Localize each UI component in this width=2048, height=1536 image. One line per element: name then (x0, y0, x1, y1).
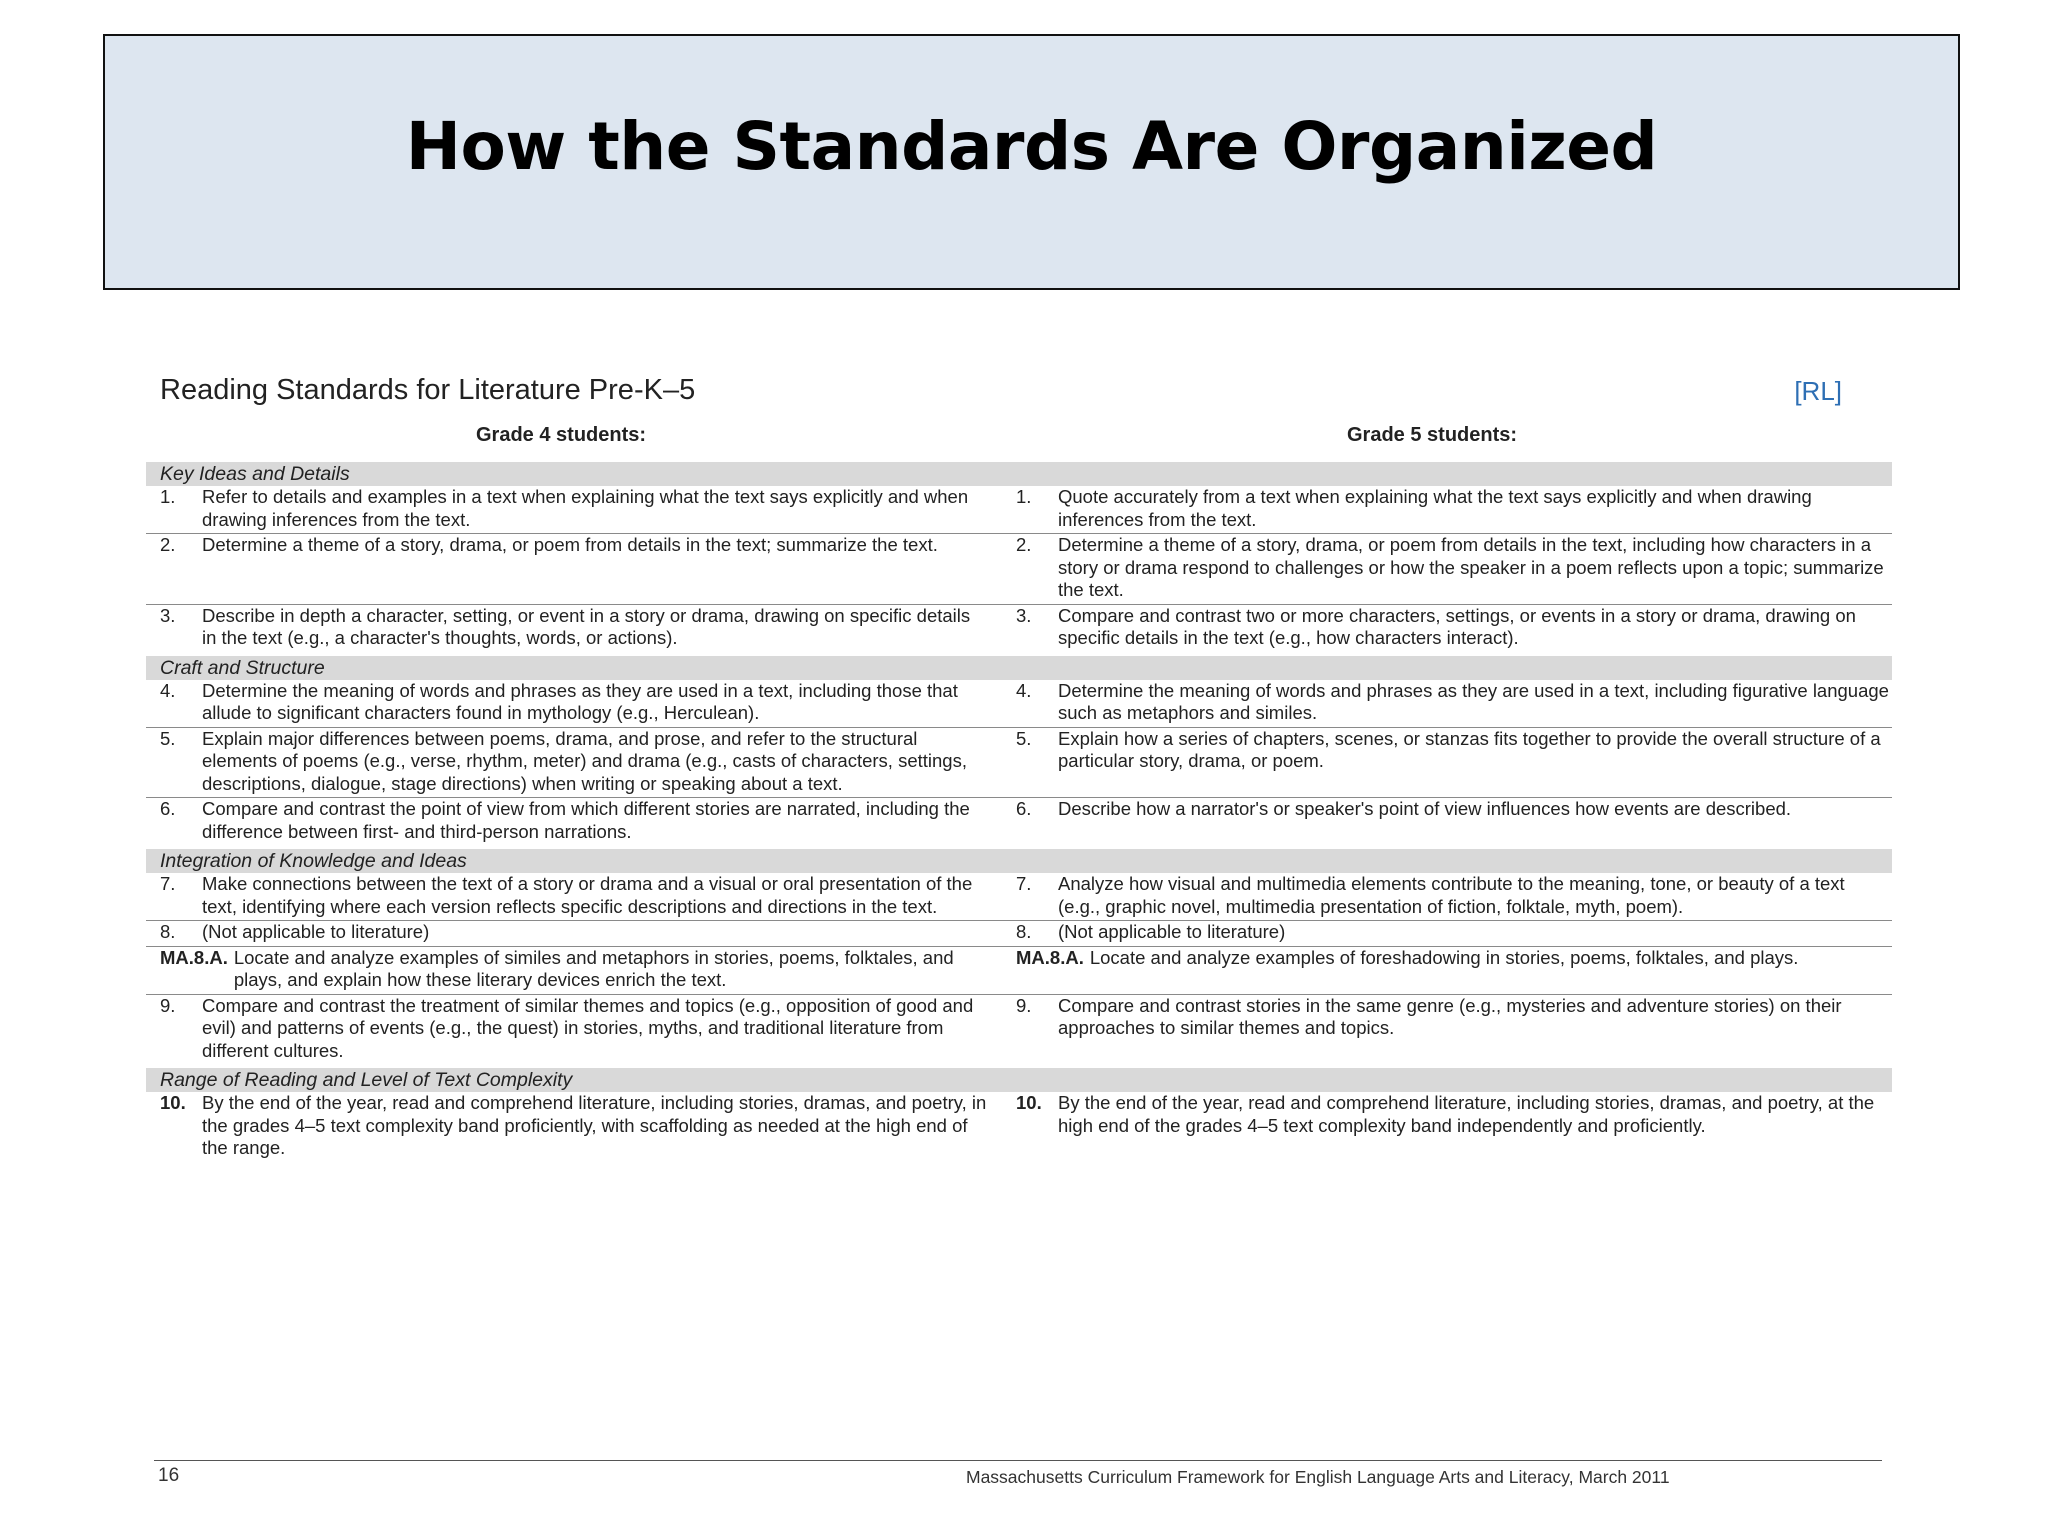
standard-text: By the end of the year, read and comprehend literature, including stories, dramas, and poetry, in the grades 4–5 text complexity band proficiently, with scaffolding as needed at the high end of the range. (202, 1092, 987, 1158)
grade-5-standard (1006, 947, 1892, 994)
standard-number: 5. (1016, 727, 1032, 749)
grade-4-standard (146, 995, 1006, 1065)
standard-text: Make connections between the text of a story or drama and a visual or oral presentation of the text, identifying where each version reflects specific descriptions and directions in the text. (202, 873, 973, 917)
standard-text: Analyze how visual and multimedia elements contribute to the meaning, tone, or beauty of a text (e.g., graphic novel, multimedia presentation of fiction, folktale, myth, poem). (1058, 873, 1845, 917)
grade-5-standard (1006, 1092, 1892, 1162)
standard-text: Determine a theme of a story, drama, or poem from details in the text; summarize the text. (202, 534, 938, 555)
standard-text: Describe in depth a character, setting, or event in a story or drama, drawing on specific details in the text (e.g., a character's thoughts, words, or actions). (202, 604, 971, 648)
standard-number: 9. (1016, 994, 1032, 1016)
grade-5-standard (1006, 995, 1892, 1065)
grade-4-standard (146, 921, 1006, 946)
section-heading: Craft and Structure (146, 656, 1892, 680)
standard-text: Quote accurately from a text when explaining what the text says explicitly and when drawing inferences from the text. (1058, 486, 1812, 530)
grade-5-standard (1006, 534, 1892, 604)
grade-header-row (146, 418, 1892, 458)
standard-text: Refer to details and examples in a text when explaining what the text says explicitly and when drawing inferences from the text. (202, 486, 969, 530)
page-number: 16 (158, 1465, 180, 1486)
grade-4-standard (146, 680, 1006, 727)
grade-5-standard (1006, 921, 1892, 946)
section-heading: Key Ideas and Details (146, 462, 1892, 486)
grade-4-standard (146, 728, 1006, 798)
grade-5-header: Grade 5 students: (1347, 424, 1518, 446)
grade-4-standard (146, 873, 1006, 920)
grade-4-standard (146, 534, 1006, 604)
standard-row (146, 873, 1892, 921)
standard-number: 2. (160, 534, 176, 555)
document-header (146, 372, 1892, 418)
standards-document (146, 372, 1892, 1162)
standard-number: 4. (1016, 679, 1032, 701)
standard-row (146, 605, 1892, 652)
grade-5-standard (1006, 605, 1892, 652)
standard-number: 10. (160, 1092, 186, 1113)
standard-row (146, 921, 1892, 947)
standard-text: (Not applicable to literature) (202, 921, 430, 942)
standard-text: Explain how a series of chapters, scenes, or stanzas fits together to provide the overall structure of a particular story, drama, or poem. (1058, 727, 1881, 771)
standard-row (146, 1092, 1892, 1162)
standard-text: Describe how a narrator's or speaker's point of view influences how events are described. (1058, 798, 1792, 819)
standard-text: Compare and contrast stories in the same genre (e.g., mysteries and adventure stories) on their approaches to similar themes and topics. (1058, 994, 1842, 1038)
document-title: Reading Standards for Literature Pre-K–5 (160, 374, 696, 406)
grade-4-standard (146, 1092, 1006, 1162)
standard-row (146, 947, 1892, 995)
standard-row (146, 728, 1892, 799)
standard-row (146, 486, 1892, 534)
grade-5-standard (1006, 486, 1892, 533)
standard-number: 1. (160, 486, 176, 507)
grade-4-standard (146, 605, 1006, 652)
grade-4-standard (146, 947, 1006, 994)
standard-number: 3. (1016, 604, 1032, 626)
standard-text: Determine the meaning of words and phrases as they are used in a text, including those that allude to significant characters found in mythology (e.g., Herculean). (202, 679, 958, 723)
grade-4-standard (146, 486, 1006, 533)
document-code: [RL] (1794, 376, 1842, 406)
standard-text: Locate and analyze examples of foreshadowing in stories, poems, folktales, and plays. (1089, 946, 1799, 968)
slide-title-box (103, 34, 1960, 290)
standards-table (146, 462, 1892, 1162)
standard-number: 7. (160, 873, 176, 894)
standard-number: MA.8.A. (1016, 946, 1084, 968)
standard-number: MA.8.A. (160, 946, 228, 968)
standard-text: Compare and contrast the treatment of similar themes and topics (e.g., opposition of good and evil) and patterns of events (e.g., the quest) in stories, myths, and traditional literature from different cultures. (202, 994, 974, 1061)
standard-row (146, 798, 1892, 845)
grade-5-standard (1006, 798, 1892, 845)
standard-text: Compare and contrast the point of view from which different stories are narrated, including the difference between first- and third-person narrations. (202, 798, 970, 842)
standard-text: Locate and analyze examples of similes and metaphors in stories, poems, folktales, and plays, and explain how these literary devices enrich the text. (233, 946, 954, 990)
standard-row (146, 680, 1892, 728)
standard-number: 9. (160, 994, 176, 1016)
standard-number: 4. (160, 679, 176, 701)
standard-number: 10. (1016, 1092, 1042, 1113)
footer-source: Massachusetts Curriculum Framework for English Language Arts and Literacy, March 2011 (966, 1467, 1670, 1487)
slide-title: How the Standards Are Organized (405, 108, 1658, 185)
grade-4-standard (146, 798, 1006, 845)
standard-row (146, 995, 1892, 1065)
standard-number: 5. (160, 727, 176, 749)
standard-number: 7. (1016, 873, 1032, 894)
standard-number: 2. (1016, 534, 1032, 555)
section-heading: Integration of Knowledge and Ideas (146, 849, 1892, 873)
standard-text: Explain major differences between poems, drama, and prose, and refer to the structural elements of poems (e.g., verse, rhythm, meter) and drama (e.g., casts of characters, settings, descriptions, dialogue, stage directions) when writing or speaking about a text. (202, 727, 967, 794)
section-heading: Range of Reading and Level of Text Complexity (146, 1068, 1892, 1092)
standard-text: Compare and contrast two or more characters, settings, or events in a story or drama, drawing on specific details in the text (e.g., how characters interact). (1058, 604, 1856, 648)
grade-5-standard (1006, 728, 1892, 798)
standard-number: 8. (160, 921, 176, 942)
grade-5-standard (1006, 680, 1892, 727)
standard-text: By the end of the year, read and comprehend literature, including stories, dramas, and poetry, at the high end of the grades 4–5 text complexity band independently and proficiently. (1058, 1092, 1875, 1136)
grade-4-header: Grade 4 students: (476, 424, 647, 446)
standard-number: 1. (1016, 486, 1032, 507)
standard-number: 6. (160, 798, 176, 819)
standard-number: 8. (1016, 921, 1032, 942)
standard-text: Determine the meaning of words and phrases as they are used in a text, including figurative language such as metaphors and similes. (1058, 679, 1889, 723)
standard-text: Determine a theme of a story, drama, or poem from details in the text, including how characters in a story or drama respond to challenges or how the speaker in a poem reflects upon a topic; summarize the text. (1058, 534, 1884, 600)
standard-text: (Not applicable to literature) (1058, 921, 1286, 942)
standard-row (146, 534, 1892, 605)
footer-divider (154, 1460, 1882, 1461)
standard-number: 3. (160, 604, 176, 626)
grade-5-standard (1006, 873, 1892, 920)
standard-number: 6. (1016, 798, 1032, 819)
